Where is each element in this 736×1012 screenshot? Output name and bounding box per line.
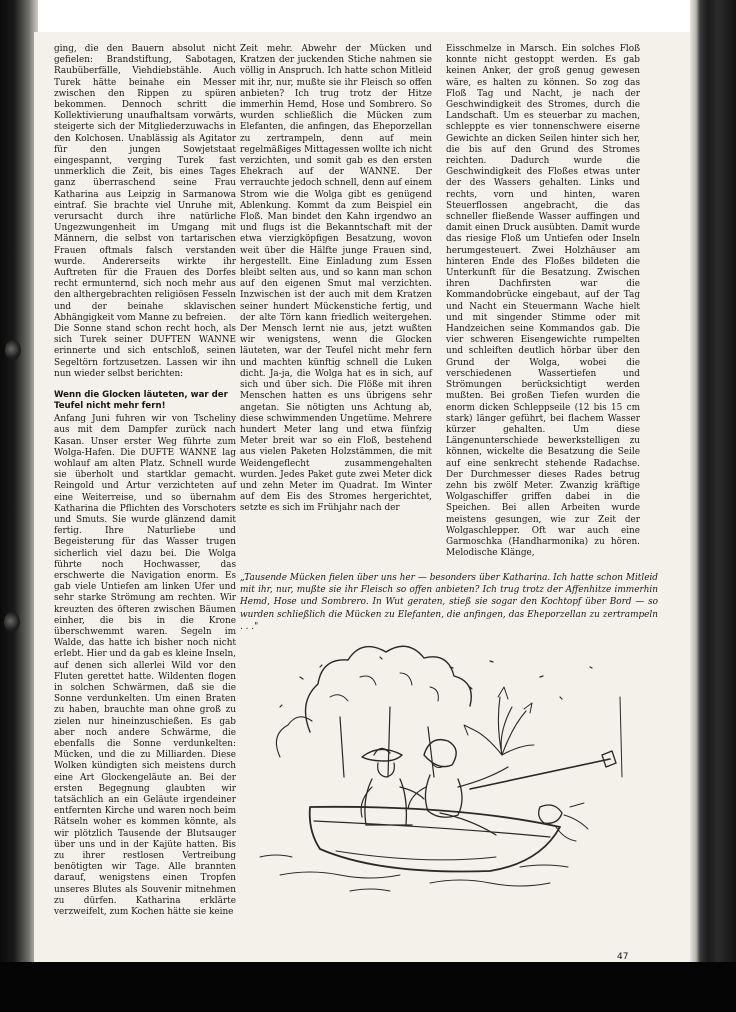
page-number: 47 xyxy=(617,952,629,962)
paragraph: ging, die den Bauern absolut nicht gefielen: Brandstiftung, Sabotagen, Raubüberfälle, Viehdiebstähle. Auch Turek hätte beinahe ein Messer zwischen den Rippen zu spüren bekommen. Dennoch schritt die Kollektivierung unaufhaltsam vorwärts, steigerte sich der Mitgliederzuwachs in den Kolchosen. Unablässig als Agitator für den jungen Sowjetstaat eingespannt, verging Turek fast unmerklich die Zeit, bis eines Tages ganz überraschend seine Frau Katharina aus Leipzig in Sarmanowa eintraf. Sie brachte viel Unruhe mit, verursacht durch ihre natürliche Ungezwungenheit im Umgang mit Männern, die selbst von tartarischen Frauen oftmals falsch verstanden wurde. Andererseits wirkte ihr Auftreten für die Frauen des Dorfes recht ermunternd, sich noch mehr aus den althergebrachten religiösen Fesseln und der beinahe sklavischen Abhängigkeit vom Manne zu befreien. xyxy=(54,44,236,323)
section-heading: Wenn die Glocken läuteten, war der Teufel nicht mehr fern! xyxy=(54,390,228,412)
paragraph: Anfang Juni fuhren wir von Tscheliny aus mit dem Dampfer zurück nach Kasan. Unser erster Weg führte zum Wolga-Hafen. Die DUFTE WANNE lag wohlauf am alten Platz. Schnell wurde sie überholt und startklar gemacht. Reingold und Artur verzichteten auf eine Weiterreise, und so übernahm Katharina die Pflichten des Vorschoters und Smuts. Sie wurde glänzend damit fertig. Ihre Naturliebe und Begeisterung für das Wasser trugen sicherlich viel dazu bei. Die Wolga führte noch Hochwasser, das erschwerte die Navigation enorm. Es gab viele Untiefen am linken Ufer und sehr starke Strömung am rechten. Wir kreuzten des öfteren zwischen Bäumen einher, die bis in die Krone überschwemmt waren. Segeln im Walde, das hatte ich bisher noch nicht erlebt. Hier und da gab es kleine Inseln, auf denen sich allerlei Wild vor den Fluten gerettet hatte. Wildenten flogen in solchen Schwärmen, daß sie die Sonne verdunkelten. Um einen Braten zu haben, brauchte man ohne groß zu zielen nur hineinzuschießen. Es gab aber noch andere Schwärme, die ebenfalls die Sonne verdunkelten: Mücken, und die zu Milliarden. Diese Wolken kündigten sich meistens durch eine Art Glockengeläute an. Bei der ersten Begegnung glaubten wir tatsächlich an ein Geläute irgendeiner entfernten Kirche und waren noch beim Rätseln woher es kommen könnte, als wir plötzlich Tausende der Blutsauger über uns und in der Kajüte hatten. Bis zu ihrer restlosen Vertreibung benötigten wir Tage. Alle brannten darauf, wenigstens einen Tropfen unseres Blutes als Souvenir mitnehmen zu dürfen. Katharina erklärte verzweifelt, zum Kochen hätte sie keine xyxy=(54,414,236,918)
book-binding-shadow xyxy=(0,0,38,962)
text-column-1 xyxy=(54,44,236,918)
book-edge-right xyxy=(690,0,736,962)
boat-cartoon-illustration xyxy=(240,637,658,907)
text-column-2 xyxy=(240,44,432,515)
scan-bottom-border xyxy=(0,962,736,1012)
binding-hole-lower xyxy=(4,612,20,632)
paragraph: Die Sonne stand schon recht hoch, als sich Turek seiner DUFTEN WANNE erinnerte und sich entschloß, seinen Segeltörn fortzusetzen. Lassen wir ihn nun wieder selbst berichten: xyxy=(54,324,236,379)
book-page xyxy=(34,32,690,962)
illustration-caption: „Tausende Mücken fielen über uns her — besonders über Katharina. Ich hatte schon Mitleid mit ihr, nur, mußte sie ihr Fleisch so offen anbieten? Ich trug trotz der Affenhitze immerhin Hemd, Hose und Sombrero. In Wut geraten, stieß sie sogar den Kochtopf über Bord — so wurden schließlich die Mücken zu Elefanten, die anfingen, das Eheporzellan zu zertrampeln . . ." xyxy=(240,573,658,632)
text-column-3 xyxy=(446,44,640,559)
binding-hole-upper xyxy=(5,340,21,360)
paragraph: Zeit mehr. Abwehr der Mücken und Kratzen der juckenden Stiche nahmen sie völlig in Anspruch. Ich hatte schon Mitleid mit ihr, nur, mußte sie ihr Fleisch so offen anbieten? Ich trug trotz der Hitze immerhin Hemd, Hose und Sombrero. So wurden schließlich die Mücken zum Elefanten, die anfingen, das Eheporzellan zu zertrampeln, denn auf mein regelmäßiges Mittagessen wollte ich nicht verzichten, und somit gab es den ersten Ehekrach auf der WANNE. Der verrauchte jedoch schnell, denn auf einem Strom wie die Wolga gibt es genügend Ablenkung. Kommt da zum Beispiel ein Floß. Man bindet den Kahn irgendwo an und flugs ist die Bekanntschaft mit der etwa vierzigköpfigen Besatzung, wovon weit über die Hälfte junge Frauen sind, hergestellt. Eine Einladung zum Essen bleibt selten aus, und so kann man schon auf den eigenen Smut mal verzichten. Inzwischen ist der auch mit dem Kratzen seiner hundert Mückenstiche fertig, und der alte Törn kann friedlich weitergehen. Der Mensch lernt nie aus, jetzt wußten wir wenigstens, wenn die Glocken läuteten, war der Teufel nicht mehr fern und machten künftig schnell die Luken dicht. Ja-ja, die Wolga hat es in sich, auf sich und über sich. Die Flöße mit ihren Menschen hatten es uns übrigens sehr angetan. Sie nötigten uns Achtung ab, diese schwimmenden Ungetüme. Mehrere hundert Meter lang und etwa fünfzig Meter breit war so ein Floß, bestehend aus vielen Paketen Holzstämmen, die mit Weidengeflecht zusammengehalten wurden. Jedes Paket gute zwei Meter dick und zehn Meter im Quadrat. Im Winter auf dem Eis des Stromes hergerichtet, setzte es sich im Frühjahr nach der xyxy=(240,44,432,514)
paragraph: Eisschmelze in Marsch. Ein solches Floß konnte nicht gestoppt werden. Es gab keinen Anker, der groß genug gewesen wäre, es halten zu können. So zog das Floß Tag und Nacht, je nach der Geschwindigkeit des Stromes, durch die Landschaft. Um es steuerbar zu machen, schleppte es vier tonnenschwere eiserne Gewichte an dicken Seilen hinter sich her, die bis auf den Grund des Stromes reichten. Dadurch wurde die Geschwindigkeit des Floßes etwas unter der des Wassers gehalten. Links und rechts, vorn und hinten, waren Steuerflossen angebracht, die das schneller fließende Wasser auffingen und damit einen Druck ausübten. Damit wurde das riesige Floß um Untiefen oder Inseln herumgesteuert. Zwei Holzhäuser am hinteren Ende des Floßes bildeten die Unterkunft für die Besatzung. Zwischen ihren Dachfirsten war die Kommandobrücke eingebaut, auf der Tag und Nacht ein Steuermann Wache hielt und mit singender Stimme oder mit Handzeichen seine Kommandos gab. Die vier schweren Eisengewichte rumpelten und schleiften deutlich hörbar über den Grund der Wolga, wobei die verschiedenen Wassertiefen und Strömungen berücksichtigt werden mußten. Bei großen Tiefen wurden die enorm dicken Schleppseile (12 bis 15 cm stark) länger geführt, bei flachem Wasser kürzer gehalten. Um diese Längenunterschiede bewerkstelligen zu können, wickelte die Besatzung die Seile auf eine senkrecht stehende Radachse. Der Durchmesser dieses Rades betrug zehn bis zwölf Meter. Zwanzig kräftige Wolgaschiffer griffen dabei in die Speichen. Bei allen Arbeiten wurde meistens gesungen, wie zur Zeit der Wolgaschlepper. Oft war auch eine Garmoschka (Handharmonika) zu hören. Melodische Klänge, xyxy=(446,44,640,559)
